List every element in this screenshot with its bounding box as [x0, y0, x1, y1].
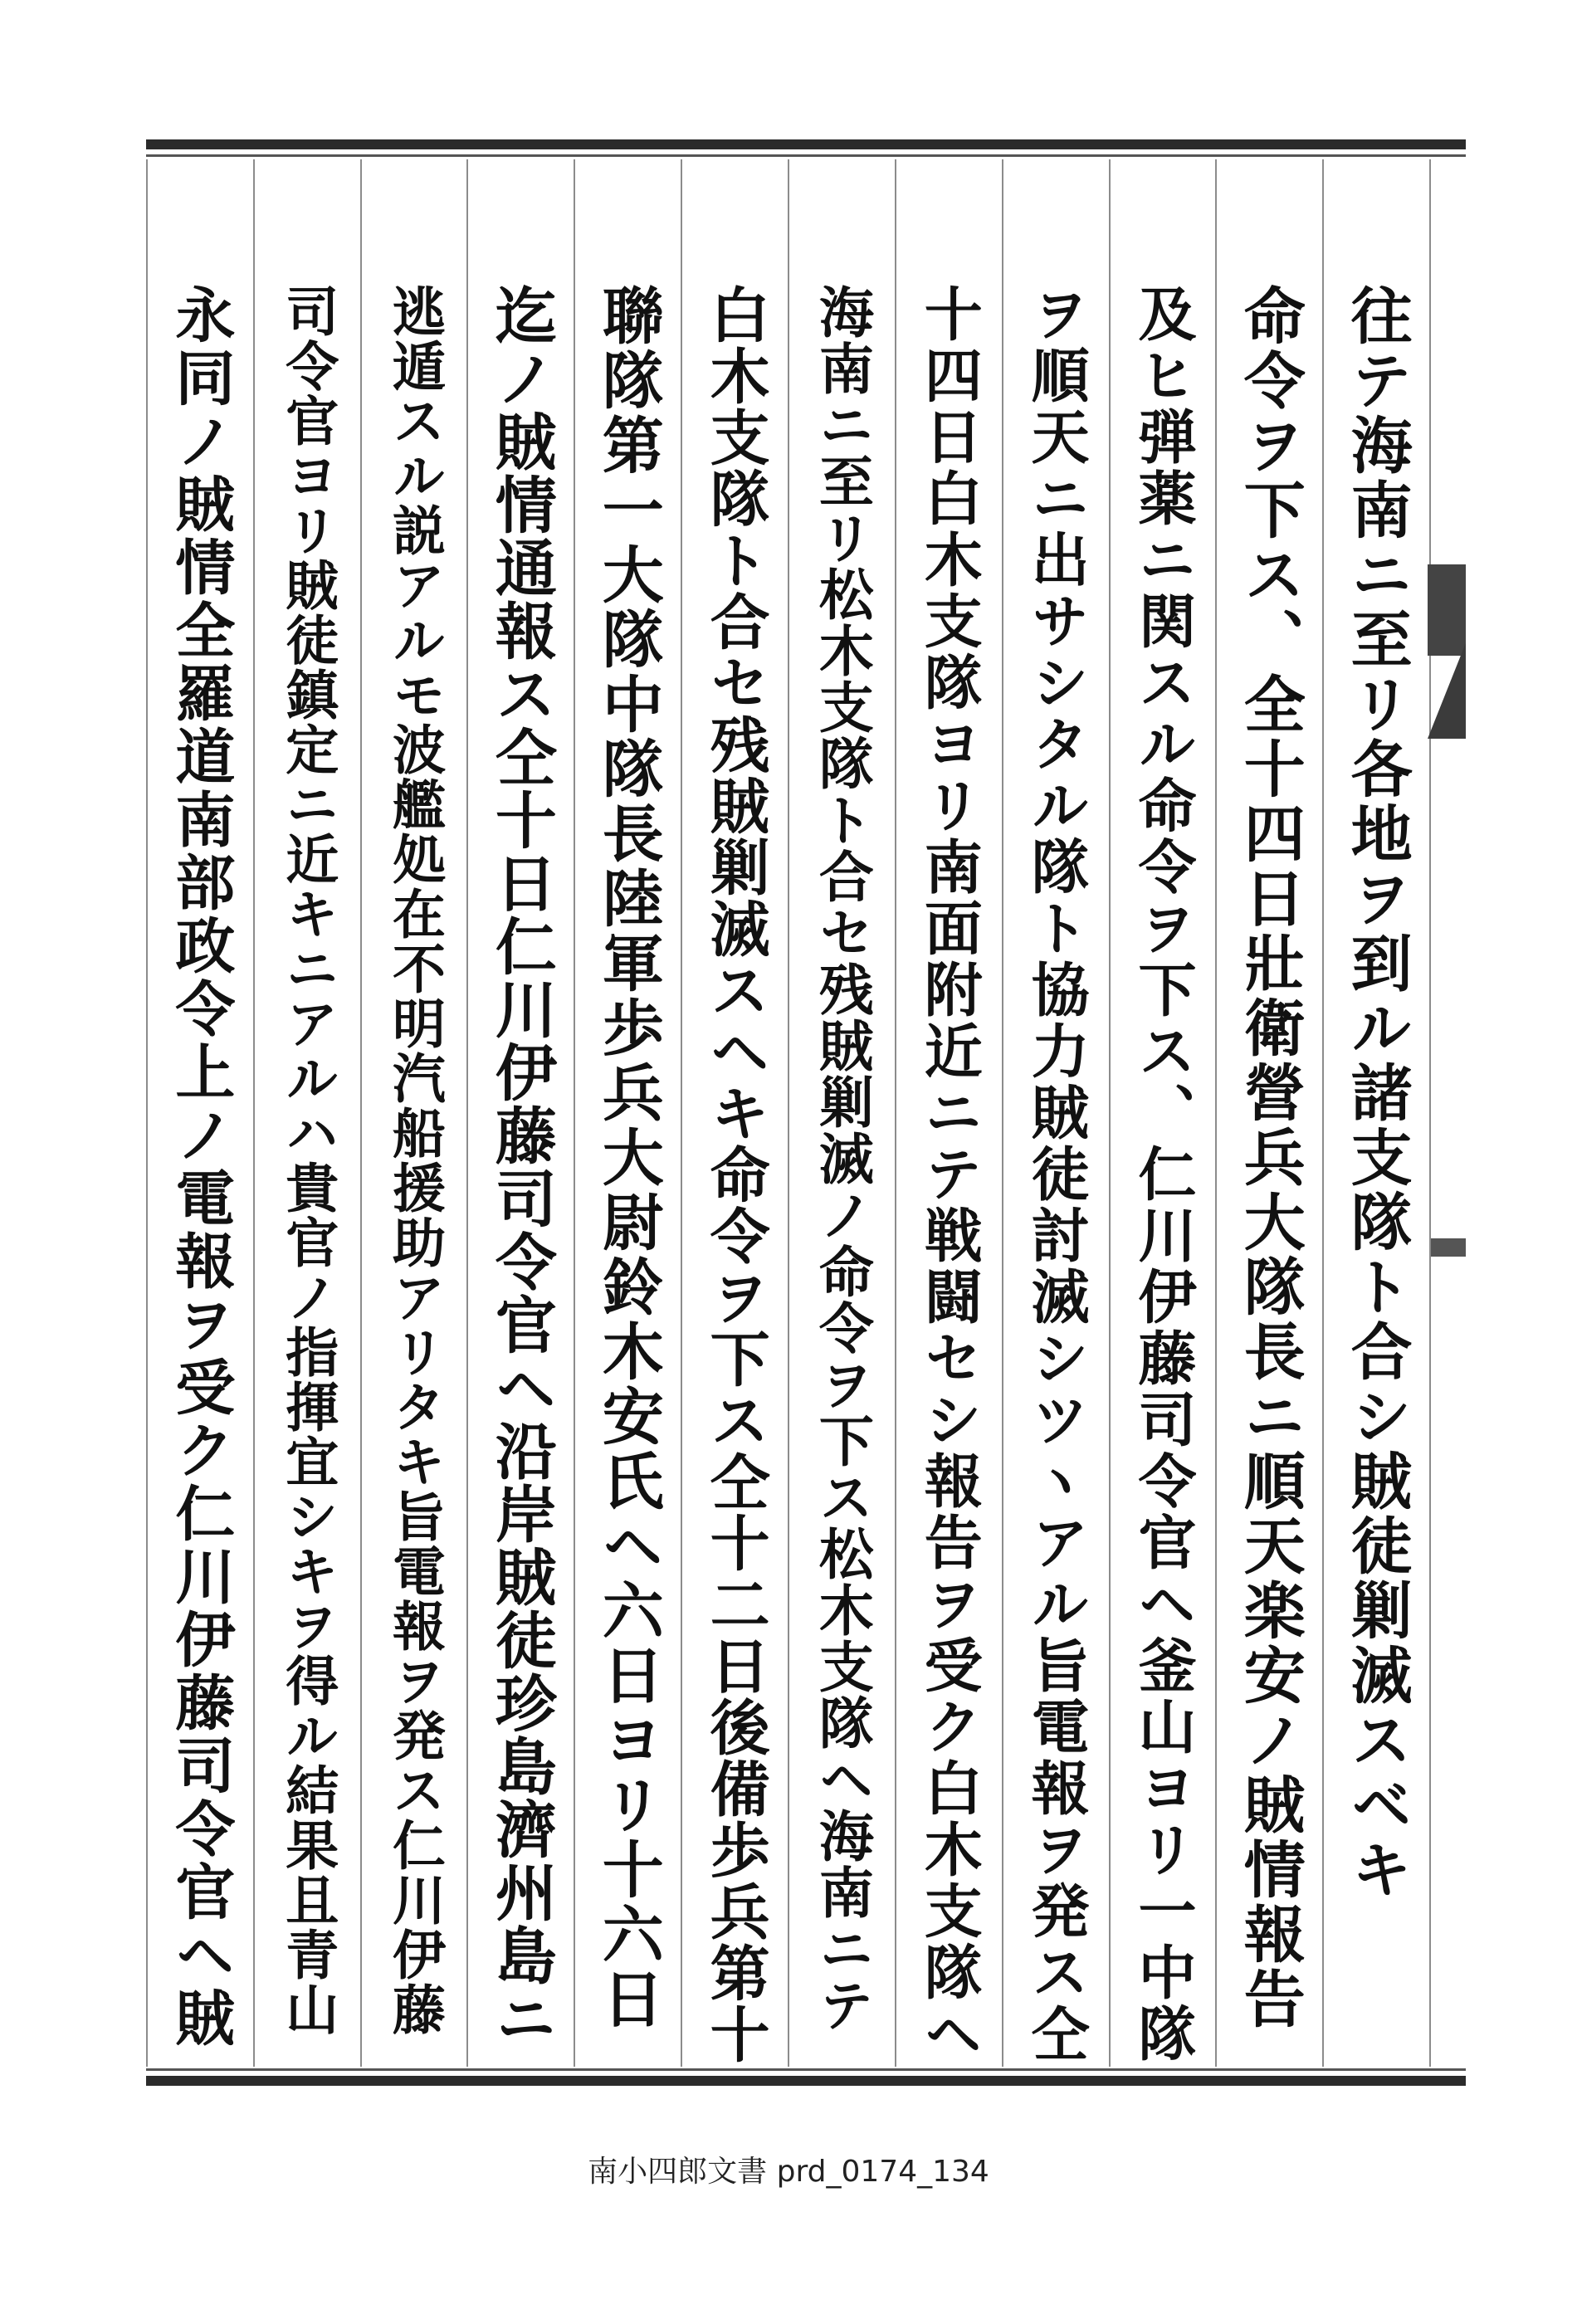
column-text-5: 十四日白木支隊ヨリ南面附近ニテ戦闘セシ報告ヲ受ク白木支隊ヘ: [915, 284, 984, 2065]
column-text-3: 及ヒ弾薬ニ関スル命令ヲ下ス、仁川伊藤司令官ヘ釜山ヨリ一中隊: [1128, 284, 1198, 2065]
column-text-7: 白木支隊ト合セ残賊剿滅スヘキ命令ヲ下ス仝十二日後備歩兵第十: [700, 284, 771, 2065]
top-border-rule: [146, 139, 1466, 149]
column-text-2: 命令ヲ下ス、全十四日壯衛營兵大隊長ニ順天楽安ノ賊情報告: [1233, 284, 1306, 2032]
column-text-10: 逃遁スル説アルモ波艦処在不明汽船援助アリタキ旨電報ヲ発ス仁川伊藤: [383, 284, 447, 2037]
text-column-4: [1002, 159, 1109, 2067]
column-text-6: 海南ニ至リ松木支隊ト合セ残賊剿滅ノ命令ヲ下ス松木支隊ヘ海南ニテ: [809, 284, 875, 2034]
text-column-12: [146, 159, 253, 2067]
column-text-9: 迄ノ賊情通報ス仝十日仁川伊藤司令官ヘ沿岸賊徒珍島濟州島ニ: [485, 284, 557, 2050]
column-text-8: 聯隊第一大隊中隊長陸軍歩兵大尉鈴木安氏ヘ六日ヨリ十六日: [592, 284, 664, 2032]
page-edge-tick: [1431, 1238, 1466, 1257]
text-column-2: [1215, 159, 1322, 2067]
text-column-1: [1322, 159, 1429, 2067]
text-column-6: [788, 159, 895, 2067]
page-caption: 南小四郎文書 prd_0174_134: [588, 2155, 989, 2189]
text-column-8: [574, 159, 681, 2067]
bottom-border-rule: [146, 2076, 1466, 2086]
column-text-1: 往テ海南ニ至リ各地ヲ到ル諸支隊ト合シ賊徒剿滅スベキ: [1340, 284, 1413, 1902]
text-columns: [146, 159, 1466, 2067]
bottom-border-thin-rule: [146, 2068, 1466, 2071]
text-column-11: [253, 159, 360, 2067]
column-text-12: 永同ノ賊情全羅道南部政令上ノ電報ヲ受ク仁川伊藤司令官ヘ賊: [165, 284, 237, 2050]
top-border-thin-rule: [146, 154, 1466, 157]
text-column-10: [360, 159, 467, 2067]
text-column-7: [681, 159, 788, 2067]
page-edge-tab: [1428, 564, 1466, 656]
text-column-5: [895, 159, 1002, 2067]
text-column-3: [1109, 159, 1216, 2067]
column-text-4: ヲ順天ニ出サシタル隊ト協力賊徒討滅シツヽアル旨電報ヲ発ス仝: [1022, 284, 1091, 2065]
margin-column: [1429, 159, 1466, 2067]
manuscript-sheet: [146, 139, 1466, 2086]
text-column-9: [466, 159, 574, 2067]
column-text-11: 司令官ヨリ賊徒鎮定ニ近キニアルハ貴官ノ指揮宜シキヲ得ル結果且青山: [276, 284, 339, 2037]
